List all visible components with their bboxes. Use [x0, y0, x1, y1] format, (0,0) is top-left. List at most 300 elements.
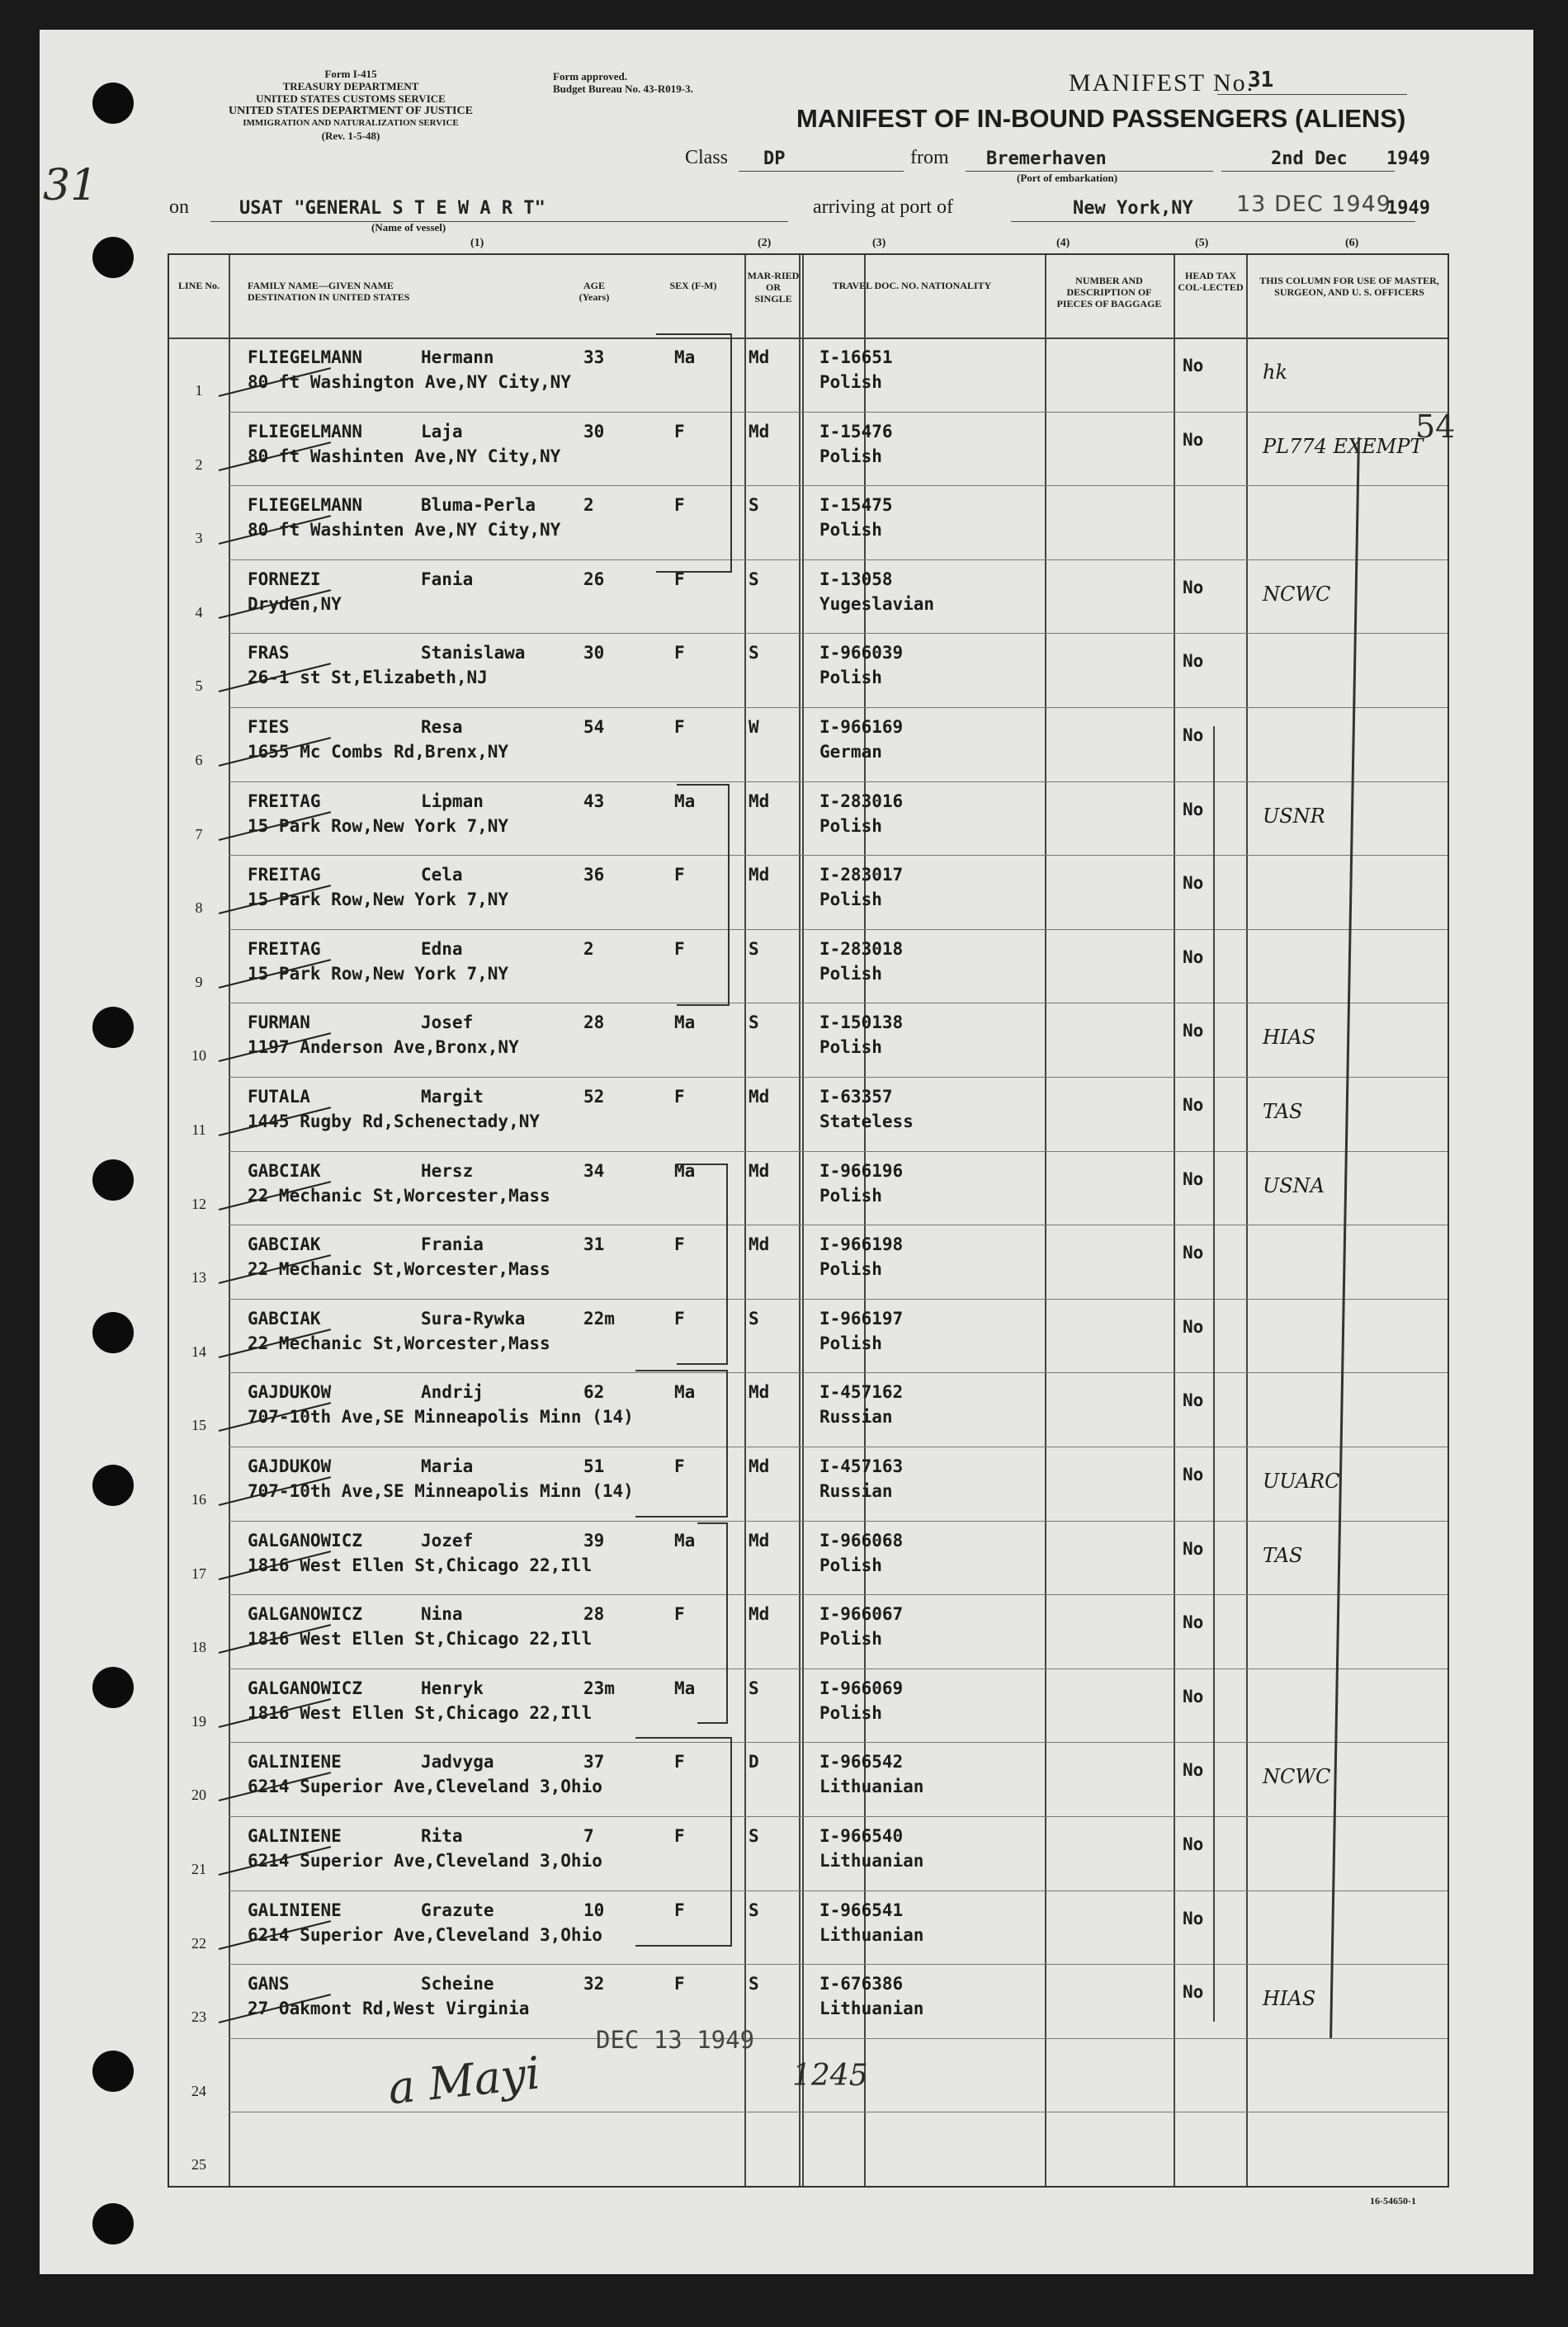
head-tax: No [1183, 1390, 1204, 1411]
table-row [169, 485, 1448, 559]
family-name: FREITAG [248, 791, 321, 811]
marital-status: Md [749, 421, 770, 441]
family-bracket [677, 1164, 728, 1365]
given-name: Lipman [421, 791, 484, 811]
travel-doc-number: I-966197 [819, 1308, 904, 1329]
officer-note: UUARC [1263, 1470, 1340, 1493]
travel-doc-number: I-966540 [819, 1826, 904, 1846]
bottom-date-stamp: DEC 13 1949 [596, 2026, 755, 2054]
tally-count: 1245 [792, 2059, 868, 2093]
family-name: GALINIENE [248, 1752, 342, 1772]
nationality: Yugeslavian [819, 593, 935, 614]
family-name: FREITAG [248, 938, 321, 959]
departure-date: 2nd Dec [1271, 149, 1348, 169]
marital-status: D [749, 1752, 759, 1772]
family-name: GABCIAK [248, 1160, 321, 1181]
age: 28 [583, 1012, 605, 1033]
head-tax: No [1183, 1686, 1204, 1706]
sex: Ma [674, 347, 696, 367]
destination: 1197 Anderson Ave,Bronx,NY [248, 1037, 519, 1058]
marital-status: S [749, 1974, 759, 1994]
marital-status: Md [749, 1160, 770, 1181]
sex: F [674, 1974, 685, 1994]
line-number: 21 [191, 1861, 206, 1877]
travel-doc-number: I-966039 [819, 643, 904, 663]
col-num-2: (2) [758, 237, 772, 249]
family-name: GALINIENE [248, 1826, 342, 1846]
family-name: GAJDUKOW [248, 1382, 332, 1403]
family-bracket [656, 333, 732, 573]
vessel-name: USAT "GENERAL S T E W A R T" [239, 198, 545, 219]
table-row [169, 781, 1448, 856]
sex: F [674, 1456, 685, 1476]
destination: 1655 Mc Combs Rd,Brenx,NY [248, 742, 509, 762]
family-name: FLIEGELMANN [248, 495, 363, 516]
travel-doc-number: I-150138 [819, 1012, 904, 1033]
given-name: Margit [421, 1087, 484, 1107]
departure-year: 1949 [1386, 149, 1430, 169]
family-name: GALINIENE [248, 1900, 342, 1920]
officer-note: USNA [1263, 1173, 1325, 1197]
marital-status: S [749, 1900, 759, 1920]
family-name: FLIEGELMANN [248, 347, 363, 367]
travel-doc-number: I-283016 [819, 791, 904, 811]
line-number: 6 [195, 752, 203, 768]
line-number: 18 [191, 1639, 206, 1656]
head-tax: No [1183, 1982, 1204, 2003]
officer-note: TAS [1263, 1543, 1303, 1567]
margin-note: 31 [43, 161, 98, 210]
vessel-underline [210, 221, 788, 222]
family-name: FORNEZI [248, 569, 321, 589]
family-name: GALGANOWICZ [248, 1678, 363, 1698]
family-name: FIES [248, 717, 290, 737]
age: 30 [583, 421, 605, 441]
line-number: 12 [191, 1195, 206, 1212]
head-tax: No [1183, 1538, 1204, 1559]
col-num-4: (4) [1056, 237, 1070, 249]
family-name: FREITAG [248, 865, 321, 885]
family-name: FLIEGELMANN [248, 421, 363, 441]
nationality: Lithuanian [819, 1777, 924, 1797]
footer-code: 16-54650-1 [1370, 2195, 1416, 2207]
marital-status: Md [749, 865, 770, 885]
head-tax: No [1183, 946, 1204, 967]
head-tax: No [1183, 1465, 1204, 1484]
age: 2 [583, 938, 594, 959]
line-number: 17 [191, 1565, 206, 1582]
line-number: 14 [191, 1343, 206, 1360]
travel-doc-number: I-13058 [819, 569, 893, 589]
age: 30 [583, 643, 605, 663]
line-number: 1 [195, 382, 203, 399]
destination: 6214 Superior Ave,Cleveland 3,Ohio [248, 1924, 602, 1945]
header-married: MAR-RIED OR SINGLE [747, 270, 800, 304]
table-row [169, 929, 1448, 1003]
nationality: Stateless [819, 1112, 914, 1131]
head-tax: No [1183, 1760, 1204, 1781]
table-row [169, 1447, 1448, 1521]
head-tax: No [1183, 799, 1204, 819]
table-row [169, 2112, 1448, 2186]
age: 32 [583, 1974, 605, 1994]
manifest-no: 31 [1248, 68, 1274, 92]
line-number: 8 [195, 899, 203, 917]
passenger-table [168, 253, 1449, 2188]
marital-status: S [749, 1826, 759, 1846]
head-tax: No [1183, 1834, 1204, 1854]
sex: F [674, 1826, 685, 1846]
marital-status: W [749, 717, 759, 737]
given-name: Grazute [421, 1900, 494, 1920]
marital-status: S [749, 643, 759, 663]
line-number: 22 [191, 1934, 206, 1952]
head-tax: No [1183, 1612, 1204, 1633]
travel-doc-number: I-283017 [819, 865, 904, 885]
table-row [169, 855, 1448, 929]
travel-doc-number: I-16651 [819, 347, 893, 367]
head-tax: No [1183, 1095, 1204, 1115]
page-title: MANIFEST OF IN-BOUND PASSENGERS (ALIENS) [796, 104, 1406, 133]
family-name: FRAS [248, 643, 290, 663]
marital-status: Md [749, 1382, 770, 1403]
line-number: 19 [191, 1712, 206, 1730]
marital-status: S [749, 938, 759, 959]
officer-note: hk [1263, 361, 1287, 384]
table-row [169, 1816, 1448, 1890]
given-name: Henryk [421, 1678, 484, 1698]
travel-doc-number: I-283018 [819, 938, 904, 959]
family-name: GAJDUKOW [248, 1456, 332, 1476]
head-tax: No [1183, 1168, 1204, 1189]
family-name: GANS [248, 1974, 290, 1994]
class-value: DP [763, 149, 786, 169]
arrival-port: New York,NY [1073, 198, 1193, 219]
family-name: GABCIAK [248, 1308, 321, 1329]
given-name: Jadvyga [421, 1752, 494, 1772]
sex: F [674, 1234, 685, 1255]
nationality: Polish [819, 890, 882, 910]
header-name: FAMILY NAME—GIVEN NAME DESTINATION IN UNITED STATES [248, 280, 410, 303]
col-num-6: (6) [1345, 237, 1359, 249]
travel-doc-number: I-966068 [819, 1530, 904, 1551]
line-number: 9 [195, 973, 203, 990]
marital-status: S [749, 1678, 759, 1698]
date-underline [1221, 171, 1395, 172]
header-baggage: NUMBER AND DESCRIPTION OF PIECES OF BAGGAGE [1056, 275, 1162, 309]
nationality: Polish [819, 520, 882, 540]
nationality: Polish [819, 446, 882, 466]
sex: F [674, 1087, 685, 1107]
destination: 22 Mechanic St,Worcester,Mass [248, 1259, 550, 1280]
marital-status: S [749, 495, 759, 516]
line-number: 10 [191, 1047, 206, 1064]
age: 34 [583, 1160, 605, 1181]
destination: 1445 Rugby Rd,Schenectady,NY [248, 1112, 541, 1131]
given-name: Laja [421, 421, 463, 441]
nationality: Polish [819, 815, 882, 836]
nationality: Lithuanian [819, 1924, 924, 1945]
destination: 22 Mechanic St,Worcester,Mass [248, 1185, 550, 1206]
travel-doc-number: I-966542 [819, 1752, 904, 1772]
table-row [169, 1151, 1448, 1225]
given-name: Jozef [421, 1530, 474, 1551]
table-row [169, 1003, 1448, 1077]
nationality: Polish [819, 1555, 882, 1575]
age: 28 [583, 1604, 605, 1625]
col-num-3: (3) [872, 237, 886, 249]
line-number: 24 [191, 2082, 206, 2099]
sex: Ma [674, 791, 696, 811]
sex: F [674, 569, 685, 589]
given-name: Frania [421, 1234, 484, 1255]
class-label: Class [685, 147, 729, 168]
given-name: Bluma-Perla [421, 495, 536, 516]
age: 37 [583, 1752, 605, 1772]
given-name: Stanislawa [421, 643, 526, 663]
nationality: Lithuanian [819, 1999, 924, 2019]
destination: 15 Park Row,New York 7,NY [248, 815, 509, 836]
table-row [169, 1372, 1448, 1447]
given-name: Josef [421, 1012, 474, 1033]
given-name: Edna [421, 938, 463, 959]
head-tax: No [1183, 1021, 1204, 1041]
head-tax: No [1183, 873, 1204, 894]
family-bracket [635, 1370, 728, 1518]
family-name: FURMAN [248, 1012, 310, 1033]
given-name: Maria [421, 1456, 474, 1476]
destination: 1816 West Ellen St,Chicago 22,Ill [248, 1702, 593, 1723]
table-row [169, 1077, 1448, 1151]
table-row [169, 1669, 1448, 1743]
head-tax: No [1183, 725, 1204, 745]
destination: 15 Park Row,New York 7,NY [248, 890, 509, 910]
travel-doc-number: I-457163 [819, 1456, 904, 1476]
line-number: 25 [191, 2156, 206, 2174]
family-bracket [635, 1737, 732, 1947]
line-number: 4 [195, 603, 203, 621]
marital-status: Md [749, 1604, 770, 1625]
age: 62 [583, 1382, 605, 1403]
nationality: Polish [819, 372, 882, 392]
nationality: Polish [819, 1629, 882, 1650]
port-of-embarkation-caption: (Port of embarkation) [1017, 172, 1118, 184]
officer-note: PL774 EXEMPT [1263, 434, 1424, 458]
family-bracket [697, 1522, 728, 1724]
given-name: Hermann [421, 347, 494, 367]
destination: 707-10th Ave,SE Minneapolis Minn (14) [248, 1407, 634, 1428]
table-row [169, 559, 1448, 634]
binder-hole [92, 83, 134, 124]
table-row [169, 1299, 1448, 1373]
sex: Ma [674, 1382, 696, 1403]
age: 2 [583, 495, 594, 516]
given-name: Nina [421, 1604, 463, 1625]
table-row [169, 1225, 1448, 1299]
table-row [169, 633, 1448, 707]
destination: Dryden,NY [248, 593, 342, 614]
table-row [169, 412, 1448, 486]
travel-doc-number: I-15476 [819, 421, 893, 441]
destination: 1816 West Ellen St,Chicago 22,Ill [248, 1629, 593, 1650]
line-number: 20 [191, 1787, 206, 1804]
travel-doc-number: I-966541 [819, 1900, 904, 1920]
family-name: FUTALA [248, 1087, 310, 1107]
nationality: German [819, 742, 882, 762]
binder-hole [92, 2051, 134, 2092]
travel-doc-number: I-966196 [819, 1160, 904, 1181]
family-bracket [677, 784, 730, 1006]
given-name: Scheine [421, 1974, 494, 1994]
officer-note: HIAS [1263, 1026, 1316, 1050]
given-name: Rita [421, 1826, 463, 1846]
arrival-year: 1949 [1386, 198, 1430, 219]
header-age: AGE (Years) [579, 280, 610, 303]
line-number: 7 [195, 825, 203, 843]
destination: 22 Mechanic St,Worcester,Mass [248, 1333, 550, 1353]
destination: 80 ft Washinten Ave,NY City,NY [248, 520, 561, 540]
family-name: GALGANOWICZ [248, 1604, 363, 1625]
sex: Ma [674, 1530, 696, 1551]
arriving-label: arriving at port of [813, 196, 953, 218]
age: 26 [583, 569, 605, 589]
nationality: Russian [819, 1407, 893, 1428]
manifest-no-label: MANIFEST No. [1069, 69, 1255, 97]
nationality: Polish [819, 1333, 882, 1353]
class-underline [739, 171, 904, 172]
col-num-5: (5) [1195, 237, 1209, 249]
given-name: Cela [421, 865, 463, 885]
line-number: 16 [191, 1491, 206, 1508]
travel-doc-number: I-966169 [819, 717, 904, 737]
sex: Ma [674, 1012, 696, 1033]
header-travel-doc: TRAVEL DOC. NO. NATIONALITY [832, 280, 992, 291]
age: 39 [583, 1530, 605, 1551]
sex: F [674, 717, 685, 737]
sex: F [674, 421, 685, 441]
travel-doc-number: I-457162 [819, 1382, 904, 1403]
given-name: Sura-Rywka [421, 1308, 526, 1329]
officer-note: NCWC [1263, 582, 1331, 606]
marital-status: Md [749, 791, 770, 811]
given-name: Resa [421, 717, 463, 737]
officer-note: NCWC [1263, 1765, 1331, 1789]
sex: F [674, 1900, 685, 1920]
header-head-tax: HEAD TAX COL-LECTED [1178, 270, 1244, 293]
officer-note: HIAS [1263, 1987, 1316, 2011]
marital-status: Md [749, 347, 770, 367]
marital-status: S [749, 1012, 759, 1033]
table-row [169, 1742, 1448, 1816]
destination: 26-1 st St,Elizabeth,NJ [248, 668, 488, 688]
family-name: GALGANOWICZ [248, 1530, 363, 1551]
line-number: 5 [195, 677, 203, 695]
binder-hole [92, 1667, 134, 1708]
travel-doc-number: I-15475 [819, 495, 893, 516]
head-tax: No [1183, 429, 1204, 450]
table-row [169, 337, 1448, 412]
table-row [169, 1964, 1448, 2038]
age: 23m [583, 1678, 615, 1698]
age: 43 [583, 791, 605, 811]
binder-hole [92, 1159, 134, 1201]
binder-hole [92, 1312, 134, 1353]
age: 52 [583, 1087, 605, 1107]
manifest-no-underline [1217, 94, 1407, 95]
family-name: GABCIAK [248, 1234, 321, 1255]
nationality: Polish [819, 1185, 882, 1206]
travel-doc-number: I-966067 [819, 1604, 904, 1625]
marital-status: S [749, 1308, 759, 1329]
from-label: from [910, 147, 949, 168]
nationality: Polish [819, 668, 882, 688]
vessel-caption: (Name of vessel) [371, 221, 446, 234]
travel-doc-number: I-63357 [819, 1087, 893, 1107]
destination: 80 ft Washington Ave,NY City,NY [248, 372, 571, 392]
nationality: Polish [819, 963, 882, 984]
destination: 707-10th Ave,SE Minneapolis Minn (14) [248, 1481, 634, 1501]
travel-doc-number: I-966069 [819, 1678, 904, 1698]
binder-hole [92, 237, 134, 278]
arrival-date-stamp: 13 DEC 1949 [1236, 191, 1391, 217]
nationality: Polish [819, 1702, 882, 1723]
on-label: on [169, 196, 189, 218]
head-tax: No [1183, 1316, 1204, 1337]
col-num-1: (1) [470, 237, 484, 249]
nationality: Lithuanian [819, 1851, 924, 1871]
sex: F [674, 643, 685, 663]
age: 51 [583, 1456, 605, 1476]
header-sex: SEX (F-M) [669, 280, 717, 291]
head-tax: No [1183, 577, 1204, 597]
nationality: Polish [819, 1037, 882, 1058]
travel-doc-number: I-676386 [819, 1974, 904, 1994]
officer-note: USNR [1263, 804, 1325, 828]
sex: F [674, 495, 685, 516]
sex: F [674, 865, 685, 885]
age: 10 [583, 1900, 605, 1920]
officer-note: TAS [1263, 1100, 1303, 1123]
sex: Ma [674, 1160, 696, 1181]
head-tax: No [1183, 1908, 1204, 1928]
age: 22m [583, 1308, 615, 1329]
age: 54 [583, 717, 605, 737]
head-tax: No [1183, 1243, 1204, 1263]
port-underline [1011, 221, 1415, 222]
nationality: Polish [819, 1259, 882, 1280]
inspector-signature: a Mayi [385, 2046, 543, 2115]
binder-hole [92, 1465, 134, 1506]
sex: Ma [674, 1678, 696, 1698]
age: 36 [583, 865, 605, 885]
table-row [169, 1890, 1448, 1965]
line-number: 11 [191, 1121, 206, 1138]
head-tax: No [1183, 356, 1204, 375]
line-number: 13 [191, 1269, 206, 1286]
given-name: Fania [421, 569, 474, 589]
marital-status: S [749, 569, 759, 589]
marital-status: Md [749, 1087, 770, 1107]
marital-status: Md [749, 1530, 770, 1551]
age: 31 [583, 1234, 605, 1255]
sex: F [674, 1308, 685, 1329]
given-name: Andrij [421, 1382, 484, 1403]
marital-status: Md [749, 1456, 770, 1476]
destination: 6214 Superior Ave,Cleveland 3,Ohio [248, 1851, 602, 1871]
table-row [169, 1594, 1448, 1669]
destination: 27 Oakmont Rd,West Virginia [248, 1999, 530, 2019]
header-line-no: LINE No. [177, 280, 220, 291]
